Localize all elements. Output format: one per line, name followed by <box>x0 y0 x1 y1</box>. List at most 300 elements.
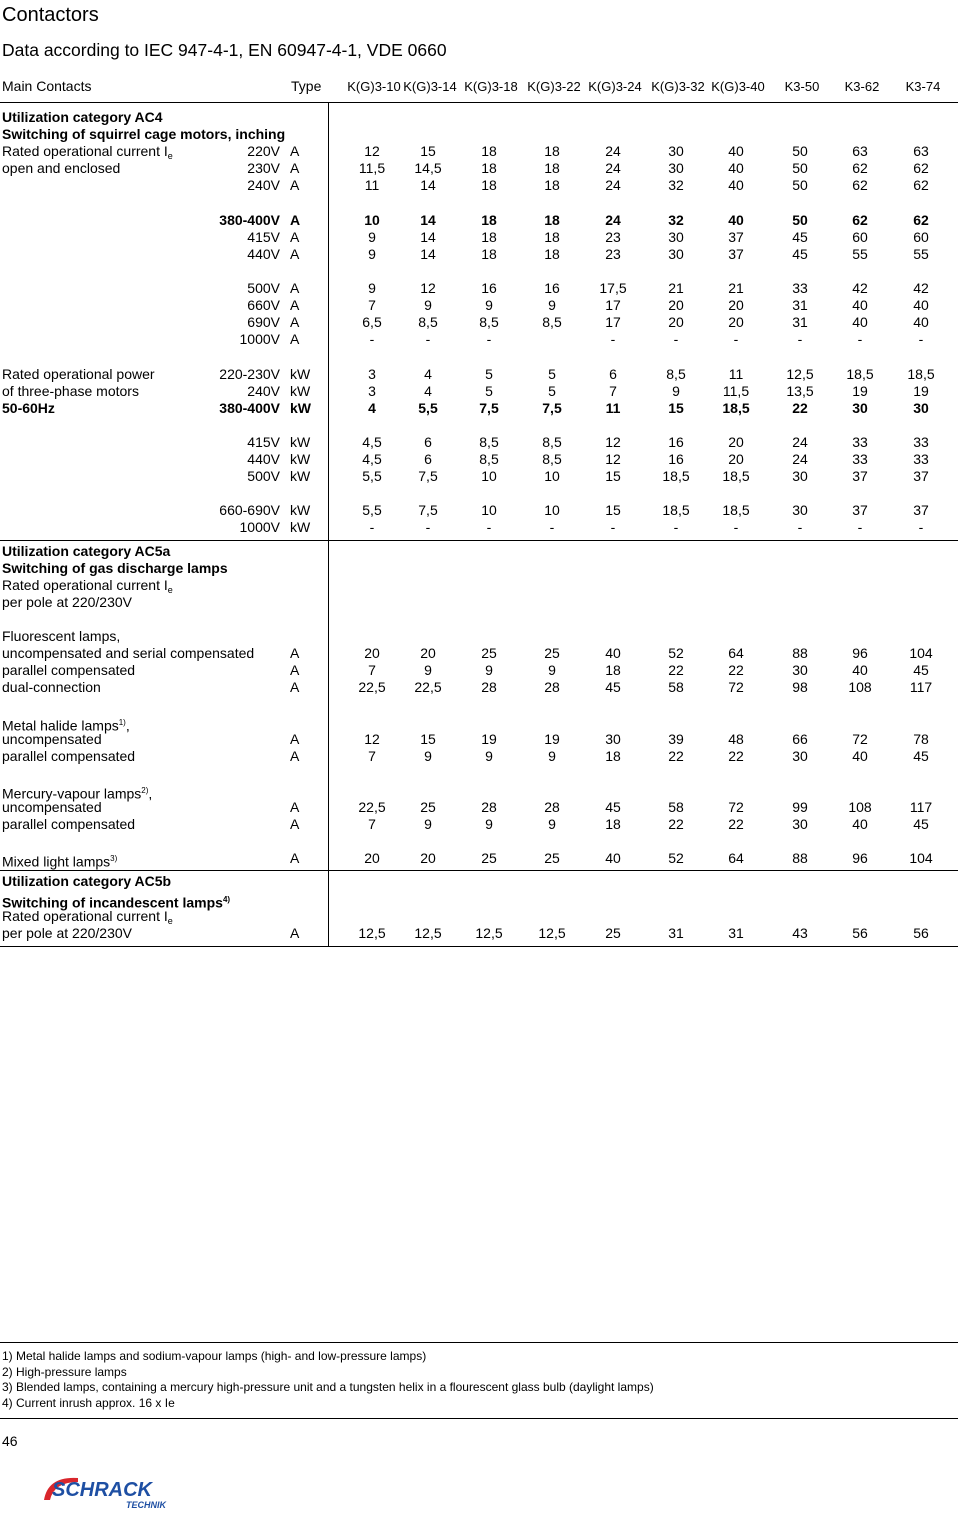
table-row <box>0 577 958 594</box>
type-column-header: K3-50 <box>784 79 820 94</box>
value-cell: 52 <box>668 645 684 662</box>
value-cell: 45 <box>605 679 621 696</box>
footnote-rule <box>0 1342 958 1343</box>
value-cell: 18,5 <box>662 468 690 485</box>
voltage-cell <box>150 229 280 246</box>
value-cell: 8,5 <box>542 451 562 467</box>
header-type-label: Type <box>291 78 322 94</box>
value-cell: 30 <box>792 468 808 485</box>
row-label: Metal halide lamps$^{1)}$, <box>2 717 130 734</box>
value-cell: 31 <box>728 924 744 941</box>
unit: A <box>290 297 300 314</box>
value-cell: 50 <box>792 177 808 194</box>
value-cell: 45 <box>605 799 621 815</box>
value-cell: 96 <box>852 645 868 662</box>
value-cell: 19 <box>481 730 497 747</box>
value-cell: - <box>918 331 924 348</box>
row-label: Mercury-vapour lamps$^{2)}$, <box>2 785 153 802</box>
value-cell: 62 <box>913 211 929 228</box>
row-label: Mixed light lamps$^{3)}$ <box>2 853 118 870</box>
value-cell: 62 <box>852 211 868 228</box>
row-label: Utilization category AC4 <box>2 109 163 125</box>
value-cell: 18,5 <box>907 365 935 382</box>
unit: kW <box>290 451 311 467</box>
unit: A <box>290 645 300 662</box>
value-cell: - <box>918 519 924 536</box>
value-cell: 42 <box>913 280 929 296</box>
value-cell: 13,5 <box>786 382 814 399</box>
footnote: 3) Blended lamps, containing a mercury high-pressure unit and a tungsten helix in a flourescent glass bulb (daylight lamps) <box>2 1380 654 1394</box>
value-cell: 18,5 <box>722 399 750 416</box>
row-label: Switching of gas discharge lamps <box>2 559 228 576</box>
value-cell: 117 <box>909 679 933 696</box>
logo-wordmark: SCHRACK <box>52 1479 152 1501</box>
table-row <box>0 109 958 126</box>
unit: A <box>290 143 300 160</box>
value-cell: 4 <box>424 382 432 399</box>
type-column-header: K(G)3-24 <box>588 79 642 94</box>
value-cell: 11,5 <box>722 382 750 399</box>
value-cell: 18 <box>605 662 621 679</box>
value-cell: 56 <box>913 924 929 941</box>
value-cell: 9 <box>368 228 376 245</box>
table-row <box>0 816 958 833</box>
value-cell: 17 <box>605 314 621 331</box>
value-cell: 62 <box>913 177 929 194</box>
table-row <box>0 662 958 679</box>
value-cell: 43 <box>792 924 808 941</box>
value-cell: 30 <box>668 143 684 160</box>
value-cell: 7 <box>368 816 376 833</box>
value-cell: 22 <box>668 747 684 764</box>
value-cell: 33 <box>792 280 808 296</box>
value-cell: 96 <box>852 850 868 867</box>
value-cell: - <box>797 331 803 348</box>
value-cell: 117 <box>909 799 933 815</box>
value-cell: 6 <box>424 433 432 450</box>
value-cell: 42 <box>852 280 868 296</box>
value-cell: 5,5 <box>362 502 382 519</box>
unit: A <box>290 662 300 679</box>
value-cell: 8,5 <box>666 365 686 382</box>
value-cell: 3 <box>368 365 376 382</box>
value-cell: 12 <box>605 451 621 467</box>
value-cell: 37 <box>852 468 868 485</box>
value-cell: 23 <box>605 228 621 245</box>
value-cell: 18 <box>544 228 560 245</box>
row-label: open and enclosed <box>2 160 121 177</box>
table-row <box>0 679 958 696</box>
table-row <box>0 468 958 485</box>
value-cell: 18 <box>544 211 560 228</box>
unit: A <box>290 747 300 764</box>
value-cell: 30 <box>792 747 808 764</box>
value-cell: 14 <box>420 228 436 245</box>
table-row <box>0 451 958 468</box>
row-label: Utilization category AC5a <box>2 542 171 559</box>
row-label: parallel compensated <box>2 747 136 764</box>
table-row <box>0 645 958 662</box>
value-cell: 4 <box>368 399 376 416</box>
value-cell: 4,5 <box>362 451 382 467</box>
value-cell: 12,5 <box>475 924 503 941</box>
voltage: 660V <box>247 297 280 314</box>
value-cell: 8,5 <box>542 314 562 331</box>
value-cell: 23 <box>605 245 621 262</box>
value-cell: 37 <box>728 228 744 245</box>
value-cell: - <box>610 331 616 348</box>
table-row <box>0 297 958 314</box>
value-cell: - <box>549 519 555 536</box>
unit: A <box>290 850 300 867</box>
value-cell: 5 <box>485 365 493 382</box>
table-row <box>0 628 958 645</box>
value-cell: 30 <box>668 245 684 262</box>
table-row <box>0 331 958 348</box>
value-cell: 20 <box>668 297 684 314</box>
value-cell: 8,5 <box>479 314 499 331</box>
value-cell: 12,5 <box>358 924 386 941</box>
voltage: 220V <box>247 143 280 160</box>
value-cell: 30 <box>792 502 808 519</box>
value-cell: 9 <box>424 297 432 314</box>
value-cell: 40 <box>728 211 744 228</box>
unit: A <box>290 211 301 228</box>
row-label: uncompensated <box>2 799 102 815</box>
value-cell: 12,5 <box>414 924 442 941</box>
value-cell: 18 <box>544 160 560 177</box>
voltage-cell <box>150 468 280 485</box>
value-cell: 19 <box>852 382 868 399</box>
table-row <box>0 212 958 229</box>
value-cell: 10 <box>481 468 497 485</box>
value-cell: 108 <box>848 679 872 696</box>
voltage: 415V <box>247 228 280 245</box>
value-cell: 10 <box>544 502 560 519</box>
value-cell: 66 <box>792 730 808 747</box>
table-row <box>0 560 958 577</box>
table-row <box>0 366 958 383</box>
footnote: 1) Metal halide lamps and sodium-vapour lamps (high- and low-pressure lamps) <box>2 1349 427 1363</box>
value-cell: 63 <box>913 143 929 160</box>
value-cell: 40 <box>605 850 621 867</box>
voltage-cell <box>150 143 280 160</box>
value-cell: 18 <box>605 816 621 833</box>
table-row <box>0 177 958 194</box>
value-cell: 40 <box>852 747 868 764</box>
value-cell: 15 <box>668 399 684 416</box>
table-row <box>0 229 958 246</box>
value-cell: 10 <box>364 211 380 228</box>
value-cell: 104 <box>909 850 933 867</box>
value-cell: 8,5 <box>418 314 438 331</box>
unit: A <box>290 816 300 833</box>
table-row <box>0 594 958 611</box>
value-cell: 11,5 <box>358 160 386 177</box>
row-label: parallel compensated <box>2 662 136 679</box>
value-cell: 40 <box>913 297 929 314</box>
voltage-cell <box>150 502 280 519</box>
row-label: per pole at 220/230V <box>2 924 132 941</box>
unit: A <box>290 177 300 194</box>
value-cell: 8,5 <box>479 451 499 467</box>
unit: kW <box>290 399 311 416</box>
value-cell: - <box>797 519 803 536</box>
value-cell: 31 <box>792 314 808 331</box>
value-cell: 32 <box>668 177 684 194</box>
value-cell: 30 <box>792 662 808 679</box>
value-cell: 58 <box>668 799 684 815</box>
voltage: 690V <box>247 314 280 331</box>
footnote-ref: 2) <box>141 785 149 795</box>
value-cell: 37 <box>728 245 744 262</box>
value-cell: 18,5 <box>662 502 690 519</box>
value-cell: 14 <box>420 177 436 194</box>
value-cell: 10 <box>481 502 497 519</box>
value-cell: 22 <box>728 747 744 764</box>
table-row <box>0 502 958 519</box>
voltage: 380-400V <box>219 399 280 416</box>
voltage-cell <box>150 297 280 314</box>
value-cell: 33 <box>913 451 929 467</box>
value-cell: 10 <box>544 468 560 485</box>
value-cell: 45 <box>913 816 929 833</box>
value-cell: 20 <box>728 451 744 467</box>
value-cell: 11 <box>728 365 744 382</box>
voltage: 440V <box>247 451 280 467</box>
value-cell: 22,5 <box>358 799 386 815</box>
value-cell: 88 <box>792 645 808 662</box>
row-label: per pole at 220/230V <box>2 593 132 610</box>
unit: A <box>290 228 300 245</box>
value-cell: 30 <box>852 399 868 416</box>
value-cell: 9 <box>548 662 556 679</box>
value-cell: 28 <box>544 679 560 696</box>
value-cell: 15 <box>420 730 436 747</box>
value-cell: 40 <box>852 816 868 833</box>
row-label-subscript: e <box>167 915 173 926</box>
value-cell: 14 <box>420 245 436 262</box>
logo-subtext: TECHNIK <box>126 1500 166 1510</box>
value-cell: 37 <box>852 502 868 519</box>
value-cell: 12,5 <box>538 924 566 941</box>
unit: kW <box>290 433 311 450</box>
value-cell: 45 <box>792 245 808 262</box>
value-cell: 22 <box>668 816 684 833</box>
value-cell: 16 <box>544 280 560 296</box>
value-cell: 7 <box>368 297 376 314</box>
value-cell: 7,5 <box>418 502 438 519</box>
value-cell: 48 <box>728 730 744 747</box>
value-cell: - <box>733 331 739 348</box>
footnote-bottom-rule <box>0 1418 958 1419</box>
value-cell: 21 <box>668 280 684 296</box>
unit: A <box>290 924 300 941</box>
value-cell: 24 <box>792 451 808 467</box>
footnote-ref: 1) <box>118 717 126 727</box>
row-label: Rated operational current $I_e$ <box>2 576 173 595</box>
value-cell: 18 <box>481 228 497 245</box>
table-row <box>0 748 958 765</box>
value-cell: 40 <box>605 645 621 662</box>
value-cell: - <box>673 331 679 348</box>
table-header-row <box>0 78 958 95</box>
value-cell: 12,5 <box>786 365 814 382</box>
table-row <box>0 891 958 911</box>
type-column-header: K(G)3-22 <box>527 79 581 94</box>
value-cell: 40 <box>728 160 744 177</box>
value-cell: 18 <box>481 245 497 262</box>
value-cell: 8,5 <box>542 433 562 450</box>
value-cell: 40 <box>728 143 744 160</box>
value-cell: 40 <box>852 662 868 679</box>
value-cell: 17,5 <box>599 280 627 296</box>
type-column-header: K(G)3-10 <box>347 79 401 94</box>
value-cell: 37 <box>913 502 929 519</box>
voltage: 240V <box>247 382 280 399</box>
unit: kW <box>290 502 311 519</box>
value-cell: 7,5 <box>542 399 562 416</box>
value-cell: 32 <box>668 211 684 228</box>
value-cell: 98 <box>792 679 808 696</box>
voltage-cell <box>150 451 280 468</box>
unit: A <box>290 730 300 747</box>
value-cell: 3 <box>368 382 376 399</box>
row-label: Rated operational power <box>2 365 155 382</box>
value-cell: 9 <box>548 816 556 833</box>
table-row <box>0 246 958 263</box>
value-cell: 18 <box>544 245 560 262</box>
value-cell: 14 <box>420 211 436 228</box>
value-cell: - <box>486 519 492 536</box>
table-row <box>0 434 958 451</box>
value-cell: 9 <box>368 245 376 262</box>
value-cell: 12 <box>364 143 380 160</box>
value-cell: 9 <box>424 816 432 833</box>
row-label: Switching of incandescent lamps$^{4)}$ <box>2 894 231 911</box>
value-cell: 5 <box>485 382 493 399</box>
row-label: Fluorescent lamps, <box>2 628 121 644</box>
value-cell: 20 <box>420 645 436 662</box>
value-cell: - <box>486 331 492 348</box>
voltage-cell <box>150 366 280 383</box>
row-label: Switching of squirrel cage motors, inching <box>2 126 286 143</box>
table-row <box>0 714 958 734</box>
table-row <box>0 400 958 417</box>
value-cell: 15 <box>420 143 436 160</box>
value-cell: 62 <box>852 160 868 177</box>
value-cell: 18,5 <box>846 365 874 382</box>
table-row <box>0 908 958 925</box>
voltage: 500V <box>247 468 280 485</box>
type-column-header: K(G)3-18 <box>464 79 518 94</box>
voltage: 220-230V <box>219 365 280 382</box>
value-cell: 18 <box>481 143 497 160</box>
table-divider <box>328 102 329 946</box>
value-cell: 5,5 <box>418 399 438 416</box>
footnote: 4) Current inrush approx. 16 x Ie <box>2 1395 175 1410</box>
row-label: Utilization category AC5b <box>2 873 172 890</box>
value-cell: 55 <box>913 245 929 262</box>
voltage-cell <box>150 434 280 451</box>
value-cell: - <box>425 331 431 348</box>
value-cell: 20 <box>420 850 436 867</box>
value-cell: 24 <box>605 177 621 194</box>
page-number: 46 <box>2 1433 18 1449</box>
value-cell: 17 <box>605 297 621 314</box>
table-row <box>0 143 958 160</box>
value-cell: 30 <box>668 228 684 245</box>
value-cell: 9 <box>485 662 493 679</box>
section-rule <box>0 540 958 541</box>
value-cell: 28 <box>544 799 560 815</box>
value-cell: 64 <box>728 645 744 662</box>
voltage-cell <box>150 160 280 177</box>
table-row <box>0 731 958 748</box>
value-cell: 5,5 <box>362 468 382 485</box>
value-cell: 16 <box>481 280 497 296</box>
value-cell: 24 <box>605 143 621 160</box>
type-column-header: K(G)3-32 <box>651 79 705 94</box>
value-cell: 9 <box>548 297 556 314</box>
voltage-cell <box>150 212 280 229</box>
table-row <box>0 314 958 331</box>
value-cell: 33 <box>852 433 868 450</box>
voltage-cell <box>150 383 280 400</box>
value-cell: 37 <box>913 468 929 485</box>
voltage-cell <box>150 519 280 536</box>
value-cell: 22,5 <box>358 679 386 696</box>
value-cell: 22 <box>792 399 808 416</box>
page-subtitle: Data according to IEC 947-4-1, EN 60947-4-1, VDE 0660 <box>2 40 447 60</box>
table-bottom-rule <box>0 946 958 947</box>
unit: A <box>290 799 300 815</box>
value-cell: 50 <box>792 211 808 228</box>
voltage-cell <box>150 246 280 263</box>
value-cell: - <box>369 519 375 536</box>
voltage: 1000V <box>239 331 280 348</box>
row-label-subscript: e <box>167 151 173 162</box>
value-cell: 15 <box>605 502 621 519</box>
value-cell: 50 <box>792 143 808 160</box>
value-cell: 5 <box>548 382 556 399</box>
value-cell: 55 <box>852 245 868 262</box>
value-cell: 30 <box>668 160 684 177</box>
value-cell: 22 <box>728 816 744 833</box>
voltage-cell <box>150 280 280 297</box>
unit: A <box>290 314 300 331</box>
value-cell: 11 <box>364 177 380 194</box>
value-cell: 64 <box>728 850 744 867</box>
value-cell: 40 <box>852 297 868 314</box>
value-cell: 19 <box>544 730 560 747</box>
value-cell: 45 <box>913 747 929 764</box>
value-cell: 108 <box>848 799 872 815</box>
value-cell: 14,5 <box>414 160 442 177</box>
value-cell: 25 <box>420 799 436 815</box>
value-cell: 28 <box>481 679 497 696</box>
value-cell: 60 <box>913 228 929 245</box>
value-cell: 22,5 <box>414 679 442 696</box>
schrack-technik-logo <box>38 1470 178 1512</box>
value-cell: 9 <box>672 382 680 399</box>
unit: A <box>290 679 300 696</box>
value-cell: - <box>733 519 739 536</box>
value-cell: 11 <box>605 399 621 416</box>
value-cell: 62 <box>913 160 929 177</box>
value-cell: 30 <box>913 399 929 416</box>
value-cell: 60 <box>852 228 868 245</box>
